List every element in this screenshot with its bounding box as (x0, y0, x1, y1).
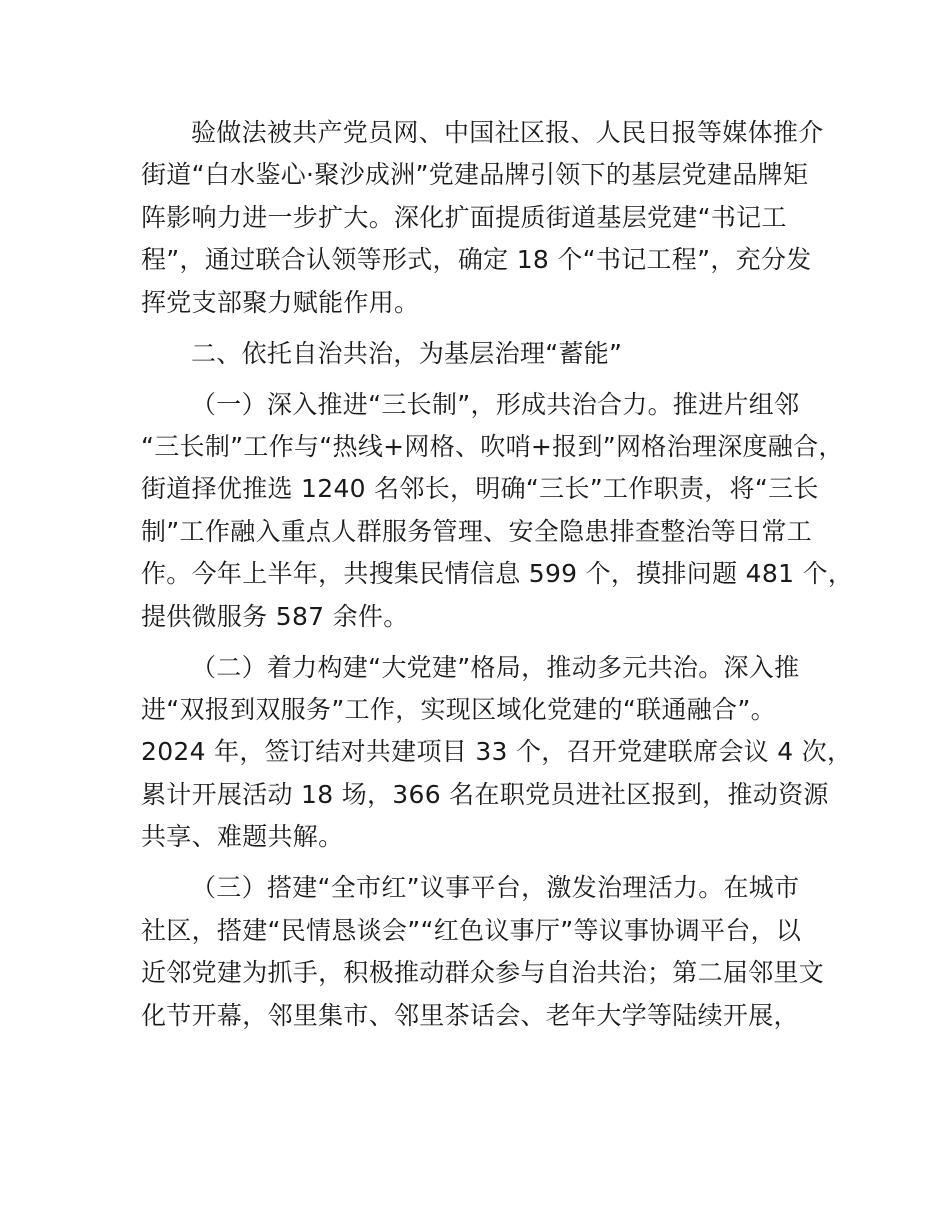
text-line: 累计开展活动 18 场，366 名在职党员进社区报到，推动资源 (141, 779, 829, 809)
text-line: 化节开幕，邻里集市、邻里茶话会、老年大学等陆续开展， (141, 1000, 799, 1030)
text-line: （二）着力构建“大党建”格局，推动多元共治。深入推 (191, 652, 800, 682)
text-line: 阵影响力进一步扩大。深化扩面提质街道基层党建“书记工 (141, 202, 787, 232)
text-line: 街道“白水鉴心·聚沙成洲”党建品牌引领下的基层党建品牌矩 (141, 160, 809, 190)
text-line: 程”，通过联合认领等形式，确定 18 个“书记工程”，充分发 (141, 245, 812, 275)
text-line: 进“双报到双服务”工作，实现区域化党建的“联通融合”。 (141, 695, 776, 725)
paragraph-subsection-3 (141, 867, 841, 1037)
text-line: 共享、难题共解。 (141, 822, 344, 852)
text-line: “三长制”工作与“热线+网格、吹哨+报到”网格治理深度融合， (141, 432, 844, 462)
paragraph-subsection-1 (141, 384, 854, 638)
section-heading (141, 333, 841, 375)
text-line: 社区，搭建“民情恳谈会”“红色议事厅”等议事协调平台，以 (141, 915, 802, 945)
document-body (141, 112, 854, 1037)
text-line: 近邻党建为抓手，积极推动群众参与自治共治；第二届邻里文 (141, 958, 825, 988)
text-line: 作。今年上半年，共搜集民情信息 599 个，摸排问题 481 个， (141, 559, 854, 589)
text-line: （三）搭建“全市红”议事平台，激发治理活力。在城市 (191, 873, 800, 903)
text-line: 街道择优推选 1240 名邻长，明确“三长”工作职责，将“三长 (141, 474, 819, 504)
text-line: 挥党支部聚力赋能作用。 (141, 287, 420, 317)
paragraph-subsection-2 (141, 647, 853, 859)
heading-line: 二、依托自治共治，为基层治理“蓄能” (191, 338, 623, 368)
text-line: （一）深入推进“三长制”，形成共治合力。推进片组邻 (191, 389, 800, 419)
paragraph-intro-continued (141, 112, 841, 324)
text-line: 2024 年，签订结对共建项目 33 个，召开党建联席会议 4 次， (141, 737, 853, 767)
text-line: 提供微服务 587 余件。 (141, 601, 409, 631)
text-line: 制”工作融入重点人群服务管理、安全隐患排查整治等日常工 (141, 516, 813, 546)
text-line: 验做法被共产党员网、中国社区报、人民日报等媒体推介 (191, 118, 824, 147)
